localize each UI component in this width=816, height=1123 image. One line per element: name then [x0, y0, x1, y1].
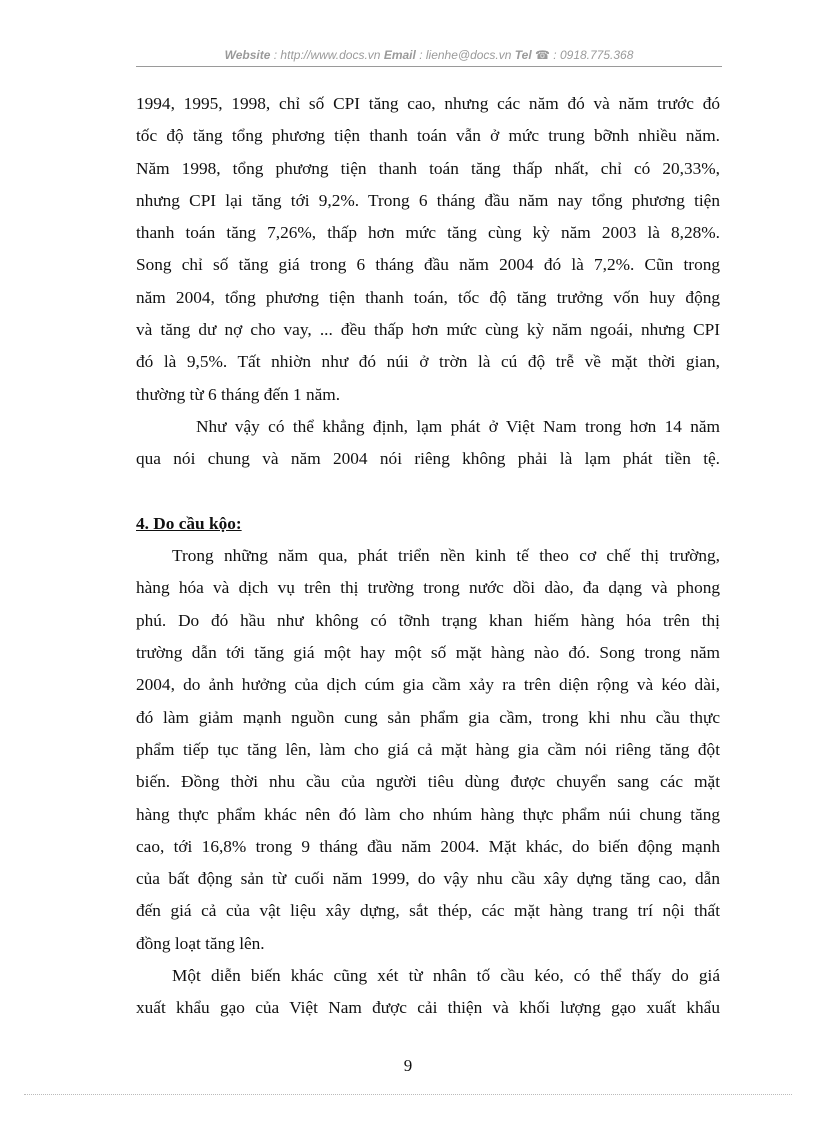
text-line: đó là 9,5%. Tất nhiờn như đó núi ở trờn là cú độ trễ về mặt thời gian, — [136, 352, 720, 372]
text-line: tốc độ tăng tổng phương tiện thanh toán vẫn ở mức trung bỡnh nhiều năm. — [136, 126, 720, 146]
text-line: nhưng CPI lại tăng tới 9,2%. Trong 6 tháng đầu năm nay tổng phương tiện — [136, 190, 720, 210]
text-line: phẩm tiếp tục tăng lên, làm cho giá cả mặt hàng gia cầm nói riêng tăng đột — [136, 739, 720, 759]
paragraph-4 — [136, 960, 720, 1025]
text-line: đồng loạt tăng lên. — [136, 933, 265, 953]
text-line: đó làm giảm mạnh nguồn cung sản phẩm gia cầm, trong khi nhu cầu thực — [136, 707, 720, 727]
document-body — [136, 88, 720, 1025]
tel-value: ☎ : 0918.775.368 — [535, 48, 634, 62]
text-line: Như vậy có thể khẳng định, lạm phát ở Việt Nam trong hơn 14 năm — [196, 416, 720, 436]
text-line: hàng hóa và dịch vụ trên thị trường trong nước dồi dào, đa dạng và phong — [136, 578, 720, 598]
text-line: hàng thực phẩm khác nên đó làm cho nhúm hàng thực phẩm núi chung tăng — [136, 804, 720, 824]
page-header — [136, 48, 722, 62]
text-line: của bất động sản từ cuối năm 1999, do vậy nhu cầu xây dựng tăng cao, dẫn — [136, 869, 720, 889]
text-line: thường từ 6 tháng đến 1 năm. — [136, 384, 341, 404]
email-value: : lienhe@docs.vn — [419, 48, 512, 62]
text-line: xuất khẩu gạo của Việt Nam được cải thiện và khối lượng gạo xuất khẩu — [136, 998, 720, 1018]
text-line: năm 2004, tổng phương tiện thanh toán, tốc độ tăng trưởng vốn huy động — [136, 287, 720, 307]
text-line: 1994, 1995, 1998, chỉ số CPI tăng cao, nhưng các năm đó và năm trước đó — [136, 94, 720, 113]
text-line: Một diễn biến khác cũng xét từ nhân tố cầu kéo, có thể thấy do giá — [172, 966, 720, 986]
footer-divider — [24, 1094, 792, 1095]
paragraph-2 — [136, 411, 720, 476]
page-number: 9 — [403, 1056, 413, 1075]
paragraph-3 — [136, 540, 720, 960]
text-line: trường dẫn tới tăng giá một hay một số mặt hàng nào đó. Song trong năm — [136, 643, 720, 663]
text-line: thanh toán tăng 7,26%, thấp hơn mức tăng cùng kỳ năm 2003 là 8,28%. — [136, 223, 720, 243]
text-line: 2004, do ảnh hưởng của dịch cúm gia cầm xảy ra trên diện rộng và kéo dài, — [136, 675, 720, 695]
website-label: Website — [224, 48, 271, 62]
text-line: Trong những năm qua, phát triển nền kinh tế theo cơ chế thị trường, — [172, 546, 720, 566]
text-line: và tăng dư nợ cho vay, ... đều thấp hơn mức cùng kỳ năm ngoái, nhưng CPI — [136, 320, 720, 340]
website-value: : http://www.docs.vn — [273, 48, 381, 62]
text-line: qua nói chung và năm 2004 nói riêng không phải là lạm phát tiền tệ. — [136, 449, 720, 469]
spacer — [136, 476, 720, 508]
text-line: Song chỉ số tăng giá trong 6 tháng đầu năm 2004 đó là 7,2%. Cũn trong — [136, 255, 720, 275]
text-line: cao, tới 16,8% trong 9 tháng đầu năm 2004. Mặt khác, do biến động mạnh — [136, 836, 720, 856]
text-line: đến giá cả của vật liệu xây dựng, sắt thép, các mặt hàng trang trí nội thất — [136, 901, 720, 921]
tel-label: Tel — [514, 48, 532, 62]
paragraph-1 — [136, 88, 720, 411]
section-heading: 4. Do cầu kộo: — [136, 513, 242, 533]
email-label: Email — [383, 48, 416, 62]
header-divider — [136, 66, 722, 67]
text-line: Năm 1998, tổng phương tiện thanh toán tăng thấp nhất, chỉ có 20,33%, — [136, 158, 720, 178]
text-line: biến. Đồng thời nhu cầu của người tiêu dùng được chuyển sang các mặt — [136, 772, 720, 792]
text-line: phú. Do đó hầu như không có tỡnh trạng khan hiếm hàng hóa trên thị — [136, 610, 720, 630]
